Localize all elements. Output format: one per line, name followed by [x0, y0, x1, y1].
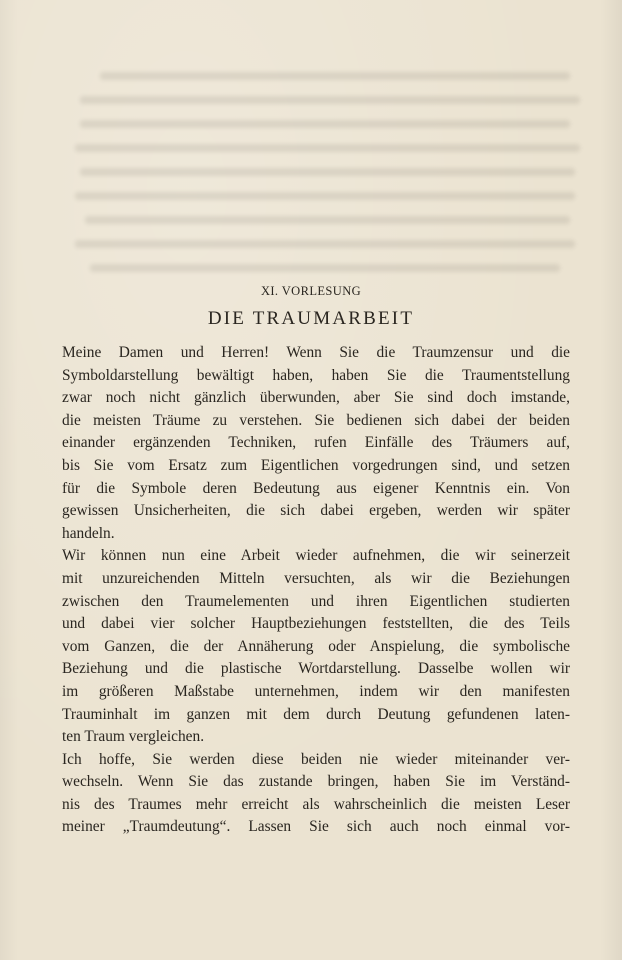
- text-line-11: mit unzureichenden Mitteln versuchten, als wir die Beziehungen: [62, 569, 570, 587]
- text-line-12: zwischen den Traumelementen und ihren Eigentlichen studierten: [62, 592, 570, 610]
- body-text: [62, 342, 570, 839]
- text-line-13: und dabei vier solcher Hauptbeziehungen feststellten, die des Teils: [62, 615, 570, 633]
- text-line-10: Wir können nun eine Arbeit wieder aufnehmen, die wir seinerzeit: [62, 547, 570, 565]
- text-line-4: die meisten Träume zu verstehen. Sie bedienen sich dabei der beiden: [62, 411, 570, 429]
- text-line-17: Trauminhalt im ganzen mit dem durch Deutung gefundenen laten-: [62, 705, 570, 723]
- text-line-15: Beziehung und die plastische Wortdarstellung. Dasselbe wollen wir: [62, 660, 570, 678]
- text-line-5: einander ergänzenden Techniken, rufen Einfälle des Träumers auf,: [62, 434, 570, 452]
- text-line-9: handeln.: [62, 524, 115, 542]
- text-line-16: im größeren Maßstabe unternehmen, indem wir den manifesten: [62, 682, 570, 700]
- text-line-3: zwar noch nicht gänzlich überwunden, aber Sie sind doch imstande,: [62, 389, 570, 407]
- chapter-number: XI. VORLESUNG: [260, 284, 362, 298]
- text-line-6: bis Sie vom Ersatz zum Eigentlichen vorgedrungen sind, und setzen: [62, 456, 570, 474]
- text-line-19: Ich hoffe, Sie werden diese beiden nie wieder miteinander ver-: [62, 750, 570, 768]
- chapter-title: DIE TRAUMARBEIT: [207, 308, 415, 329]
- text-line-18: ten Traum vergleichen.: [62, 728, 205, 746]
- text-line-22: meiner „Traumdeutung“. Lassen Sie sich auch noch einmal vor-: [62, 818, 570, 836]
- text-line-20: wechseln. Wenn Sie das zustande bringen, haben Sie im Verständ-: [62, 773, 570, 791]
- text-line-2: Symboldarstellung bewältigt haben, haben Sie die Traumentstellung: [62, 366, 570, 384]
- text-line-8: gewissen Unsicherheiten, die sich dabei ergeben, werden wir später: [62, 502, 570, 520]
- text-line-1: Meine Damen und Herren! Wenn Sie die Traumzensur und die: [62, 344, 570, 361]
- text-line-7: für die Symbole deren Bedeutung aus eigener Kenntnis ein. Von: [62, 479, 570, 497]
- text-line-14: vom Ganzen, die der Annäherung oder Anspielung, die symbolische: [62, 637, 570, 655]
- show-through-text: [60, 62, 580, 322]
- text-line-21: nis des Traumes mehr erreicht als wahrscheinlich die meisten Leser: [62, 795, 570, 813]
